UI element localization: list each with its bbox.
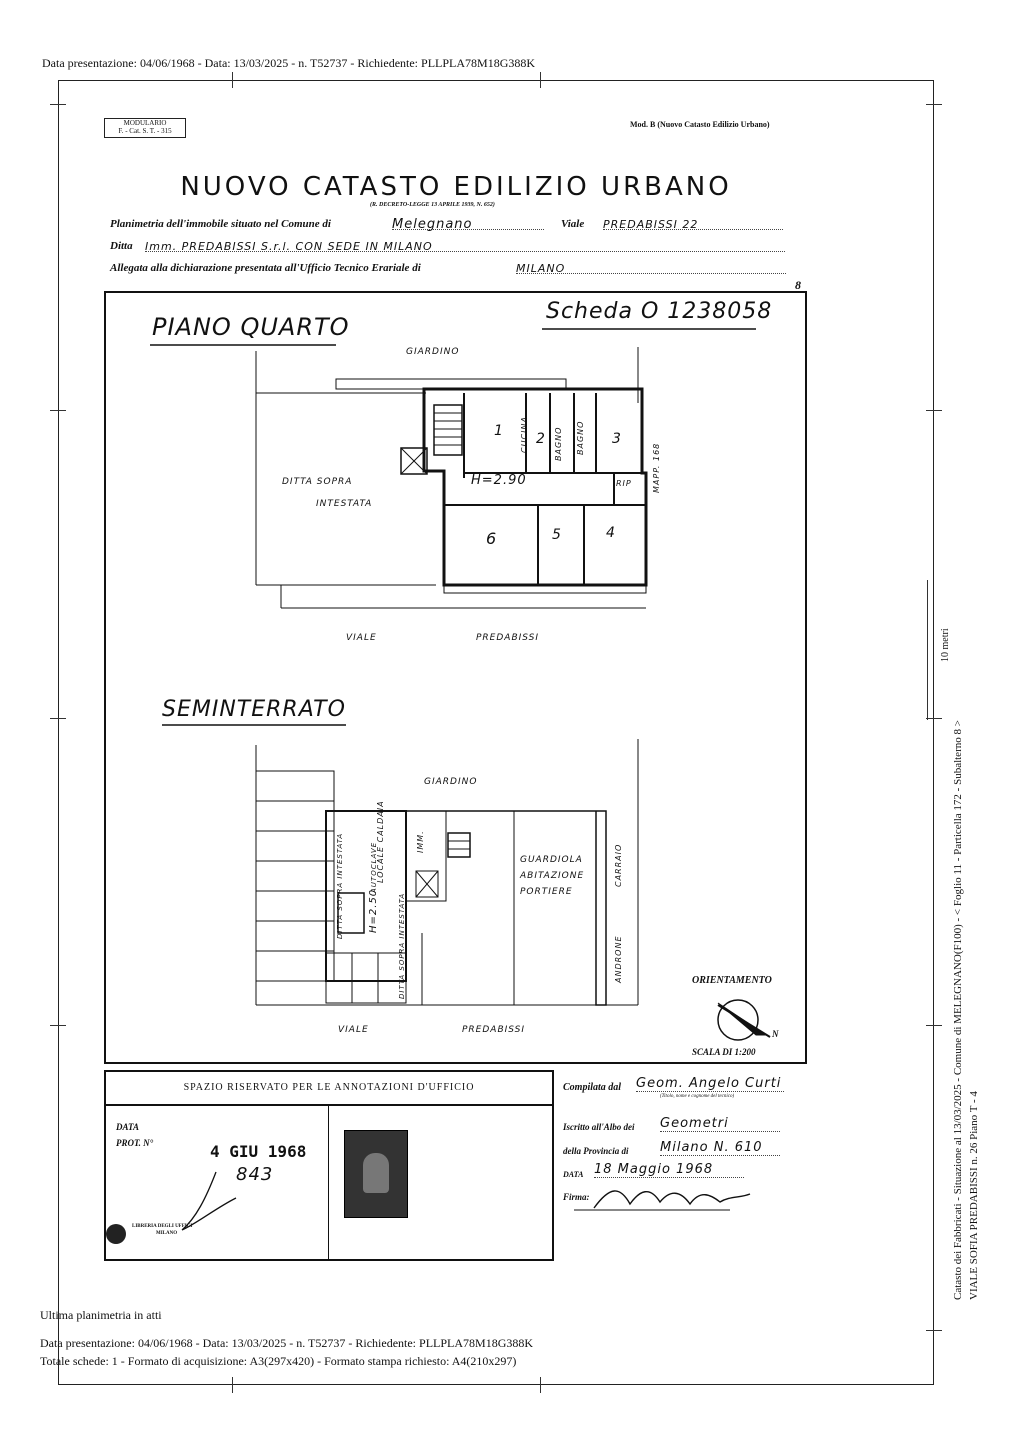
ditta-sopra-intestata-b: DITTA SOPRA INTESTATA xyxy=(398,892,406,999)
via-label: Viale xyxy=(561,218,585,230)
compilata-value: Geom. Angelo Curti xyxy=(636,1076,784,1092)
allegata-value: MILANO xyxy=(516,262,566,275)
office-header-text: SPAZIO RISERVATO PER LE ANNOTAZIONI D'UFFICIO xyxy=(183,1082,475,1093)
floor2-title: SEMINTERRATO xyxy=(162,697,346,722)
office-divider xyxy=(328,1106,329,1259)
viale-label-1: VIALE xyxy=(346,633,377,643)
giardino-label-1: GIARDINO xyxy=(406,347,460,357)
comune-field xyxy=(392,215,544,230)
office-stamp-date: 4 GIU 1968 xyxy=(210,1142,307,1161)
north-label: N xyxy=(772,1029,779,1039)
provincia-label: della Provincia di xyxy=(563,1146,629,1156)
room-4: 4 xyxy=(606,525,616,541)
guardiola-label: GUARDIOLA xyxy=(520,855,583,865)
iscritto-value: Geometri xyxy=(660,1116,780,1132)
ditta-sopra-intestata-a: DITTA SOPRA INTESTATA xyxy=(336,832,344,939)
rip-label: RIP xyxy=(616,479,632,488)
iscritto-label: Iscritto all'Albo dei xyxy=(563,1122,635,1132)
via-field xyxy=(603,215,783,230)
libreria-line2: MILANO xyxy=(156,1231,178,1236)
office-prot-label: PROT. N° xyxy=(116,1138,154,1148)
office-stamp-number: 843 xyxy=(236,1164,274,1185)
sheet-number: 8 xyxy=(795,278,801,292)
intestata-label-1: INTESTATA xyxy=(316,499,373,509)
giardino-label-2: GIARDINO xyxy=(424,777,478,787)
mapp-label: MAPP. 168 xyxy=(652,442,661,493)
mod-b-label: Mod. B (Nuovo Catasto Edilizio Urbano) xyxy=(630,120,770,129)
ditta-value: Imm. PREDABISSI S.r.l. CON SEDE IN MILANO xyxy=(145,240,433,253)
predabissi-label-2: PREDABISSI xyxy=(462,1025,526,1035)
scheda-number: Scheda O 1238058 xyxy=(546,299,773,324)
room-2: 2 xyxy=(536,431,546,447)
decree-line: (R. DECRETO-LEGGE 13 APRILE 1939, N. 652) xyxy=(370,202,495,208)
firma-label: Firma: xyxy=(563,1192,590,1202)
footer-line1: Data presentazione: 04/06/1968 - Data: 13/03/2025 - n. T52737 - Richiedente: PLLPLA78M18G388K xyxy=(40,1336,534,1350)
carraio-label: CARRAIO xyxy=(614,843,623,887)
room-5: 5 xyxy=(552,527,562,543)
abitazione-label: ABITAZIONE xyxy=(520,871,585,881)
scale-label: SCALA DI 1:200 xyxy=(692,1047,756,1057)
revenue-stamp-icon xyxy=(344,1130,408,1218)
modulario-box xyxy=(104,118,186,138)
imm-label: IMM. xyxy=(416,830,425,853)
office-header xyxy=(106,1072,552,1106)
drawing-area xyxy=(104,291,807,1064)
room-6: 6 xyxy=(486,529,498,548)
provincia-value: Milano N. 610 xyxy=(660,1140,780,1156)
allegata-field xyxy=(516,259,786,274)
data2-label: DATA xyxy=(563,1170,584,1179)
compilata-note: (Titolo, nome e cognome del tecnico) xyxy=(660,1094,735,1099)
office-data-label: DATA xyxy=(116,1122,140,1132)
header-meta-line: Data presentazione: 04/06/1968 - Data: 13/03/2025 - n. T52737 - Richiedente: PLLPLA78M18G388K xyxy=(42,56,536,70)
predabissi-label-1: PREDABISSI xyxy=(476,633,540,643)
orientamento-label: ORIENTAMENTO xyxy=(692,975,772,986)
libreria-line1: LIBRERIA DEGLI UFFICI xyxy=(132,1224,193,1229)
height-label-2: H=2.50 xyxy=(368,888,379,933)
ditta-label: Ditta xyxy=(110,240,133,252)
autoclave-label: AUTOCLAVE xyxy=(370,841,378,893)
room-1: 1 xyxy=(494,423,504,439)
height-label-1: H=2.90 xyxy=(471,473,527,488)
via-value: PREDABISSI 22 xyxy=(603,218,699,231)
modulario-line2: F. - Cat. S. T. - 315 xyxy=(118,127,172,135)
side-scale-bar xyxy=(927,580,938,720)
form-title: NUOVO CATASTO EDILIZIO URBANO xyxy=(180,172,732,202)
portiere-label: PORTIERE xyxy=(520,887,573,897)
androne-label: ANDRONE xyxy=(614,935,623,983)
planimetria-label: Planimetria dell'immobile situato nel Comune di xyxy=(110,218,331,230)
viale-label-2: VIALE xyxy=(338,1025,369,1035)
modulario-line1: MODULARIO xyxy=(123,119,167,127)
footer-ultima: Ultima planimetria in atti xyxy=(40,1308,162,1322)
bagno-label-1: BAGNO xyxy=(554,426,563,461)
footer-line2: Totale schede: 1 - Formato di acquisizione: A3(297x420) - Formato stampa richiesto: A4(210x297) xyxy=(40,1354,517,1368)
side-text-line2: VIALE SOFIA PREDABISSI n. 26 Piano T - 4 xyxy=(968,1091,980,1300)
compilata-label: Compilata dal xyxy=(563,1082,622,1093)
libreria-logo-icon xyxy=(106,1224,126,1244)
bagno-label-2: BAGNO xyxy=(576,420,585,455)
data2-value: 18 Maggio 1968 xyxy=(594,1162,744,1178)
comune-value: Melegnano xyxy=(392,217,473,232)
side-text-line1: Catasto dei Fabbricati - Situazione al 13/03/2025 - Comune di MELEGNANO(F100) - < Foglio 11 - Particella 172 - Subalterno 8 > xyxy=(952,720,964,1300)
firma-signature xyxy=(570,1180,770,1216)
floor-plan-drawing xyxy=(106,293,805,1062)
room-3: 3 xyxy=(612,431,622,447)
allegata-label: Allegata alla dichiarazione presentata all'Ufficio Tecnico Erariale di xyxy=(110,262,421,274)
office-box xyxy=(104,1070,554,1261)
side-scale-label: 10 metri xyxy=(940,628,951,662)
cucina-label: CUCINA xyxy=(520,416,529,453)
ditta-field xyxy=(145,237,785,252)
ditta-sopra-label-1: DITTA SOPRA xyxy=(282,477,353,487)
locale-caldaia-label: LOCALE CALDAIA xyxy=(376,800,385,883)
floor1-title: PIANO QUARTO xyxy=(152,313,350,341)
